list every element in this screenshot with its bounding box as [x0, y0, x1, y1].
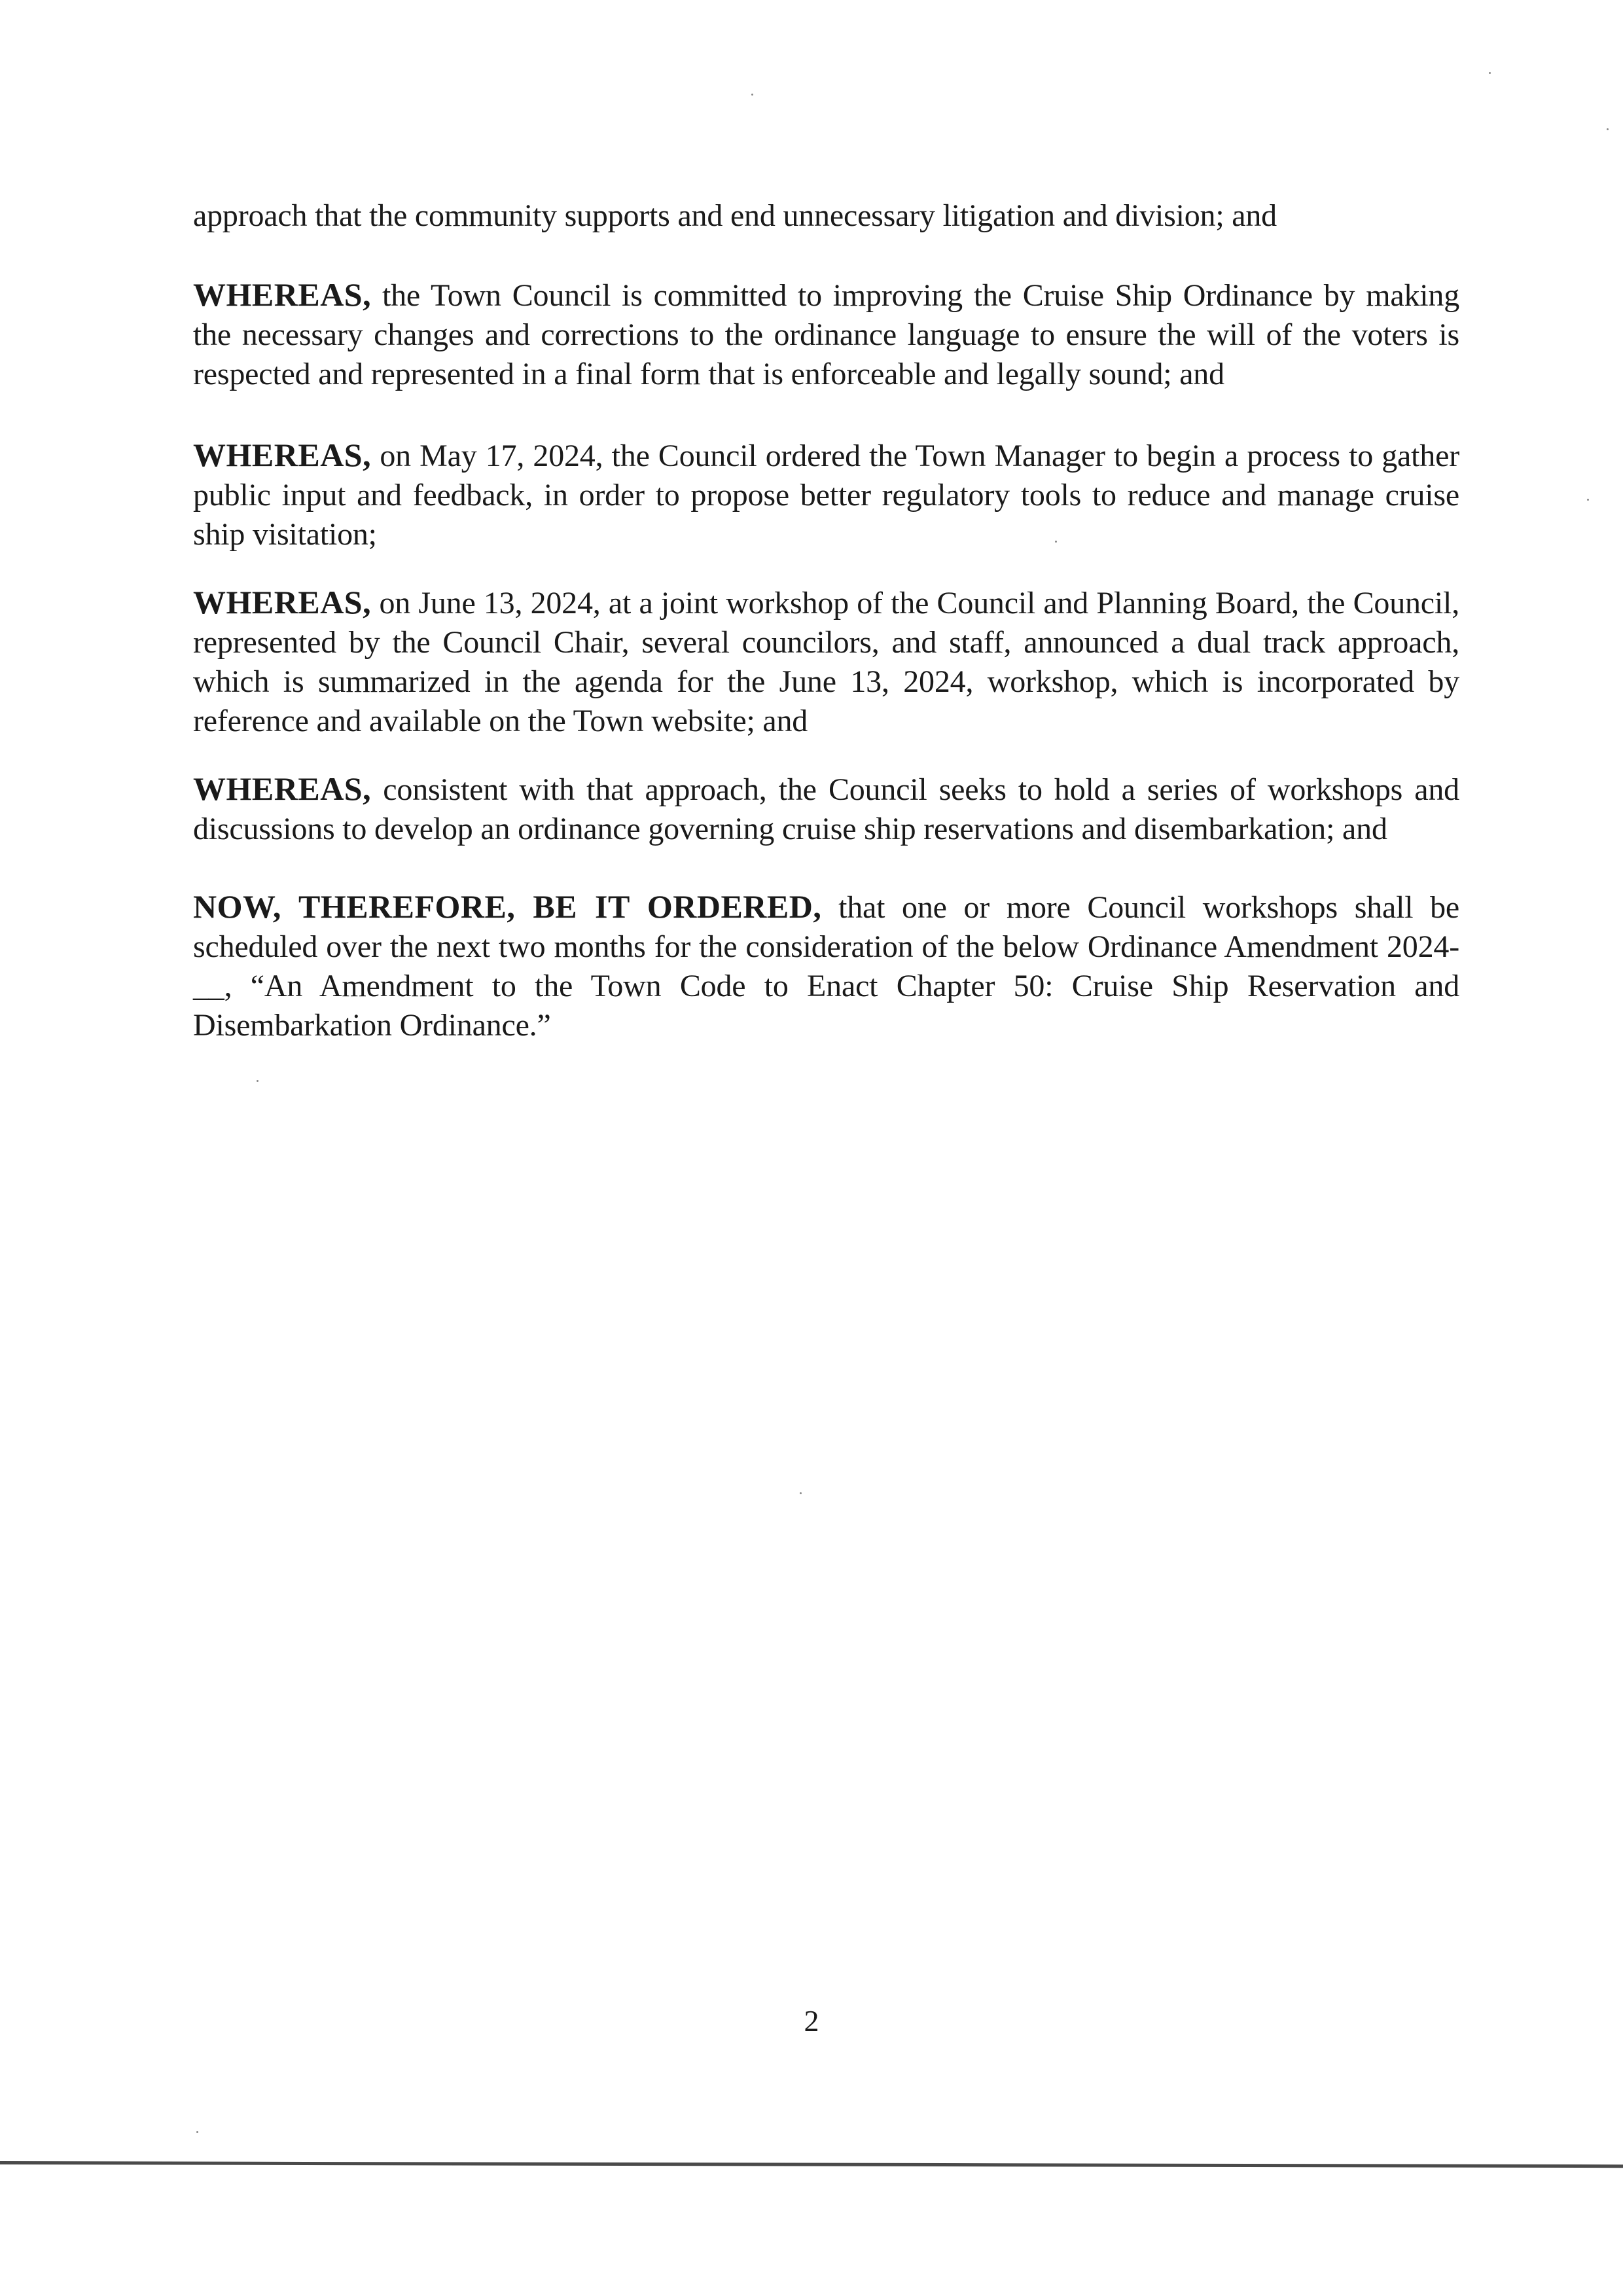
- paragraph-whereas-june-13: [193, 583, 1459, 741]
- paragraph-lead: NOW, THEREFORE, BE IT ORDERED,: [193, 888, 822, 925]
- paragraph-whereas-ordinance-improvement: [193, 275, 1459, 394]
- scan-speck: [1587, 499, 1589, 501]
- scan-speck: [196, 2131, 198, 2133]
- scan-speck: [1607, 128, 1609, 130]
- scan-speck: [257, 1080, 259, 1082]
- paragraph-now-therefore-ordered: [193, 887, 1459, 1045]
- paragraph-lead: WHEREAS,: [193, 770, 372, 807]
- paragraph-continuation: [193, 196, 1459, 236]
- paragraph-lead: WHEREAS,: [193, 437, 372, 473]
- paragraph-lead: WHEREAS,: [193, 276, 372, 313]
- scan-edge-line: [0, 2161, 1623, 2168]
- paragraph-text: consistent with that approach, the Council seeks to hold a series of workshops and discussions to develop an ordinance governing cruise ship reservations and disembarkation; and: [193, 772, 1459, 846]
- paragraph-whereas-may-17: [193, 435, 1459, 554]
- paragraph-text: approach that the community supports and end unnecessary litigation and division; and: [193, 198, 1277, 233]
- paragraph-text: that one or more Council workshops shall be scheduled over the next two months for the consideration of the below Ordinance Amendment 2024-__, “An Amendment to the Town Code to Enact Chapter 50: Cruise Ship Reservation and Disembarkation Ordinance.”: [193, 890, 1459, 1043]
- scan-speck: [1489, 72, 1491, 74]
- paragraph-text: on June 13, 2024, at a joint workshop of the Council and Planning Board, the Council, represented by the Council Chair, several councilors, and staff, announced a dual track approach, which is summarized in the agenda for the June 13, 2024, workshop, which is incorporated by reference and available on the Town website; and: [193, 586, 1459, 738]
- paragraph-lead: WHEREAS,: [193, 584, 372, 620]
- paragraph-whereas-workshops: [193, 769, 1459, 849]
- paragraph-text: the Town Council is committed to improving the Cruise Ship Ordinance by making the necessary changes and corrections to the ordinance language to ensure the will of the voters is respected and represented in a final form that is enforceable and legally sound; and: [193, 278, 1459, 391]
- page-number: 2: [804, 2004, 819, 2037]
- scan-speck: [751, 94, 753, 96]
- scan-speck: [1055, 541, 1057, 543]
- paragraph-text: on May 17, 2024, the Council ordered the Town Manager to begin a process to gather public input and feedback, in order to propose better regulatory tools to reduce and manage cruise ship visitation;: [193, 439, 1459, 552]
- scan-speck: [800, 1492, 802, 1494]
